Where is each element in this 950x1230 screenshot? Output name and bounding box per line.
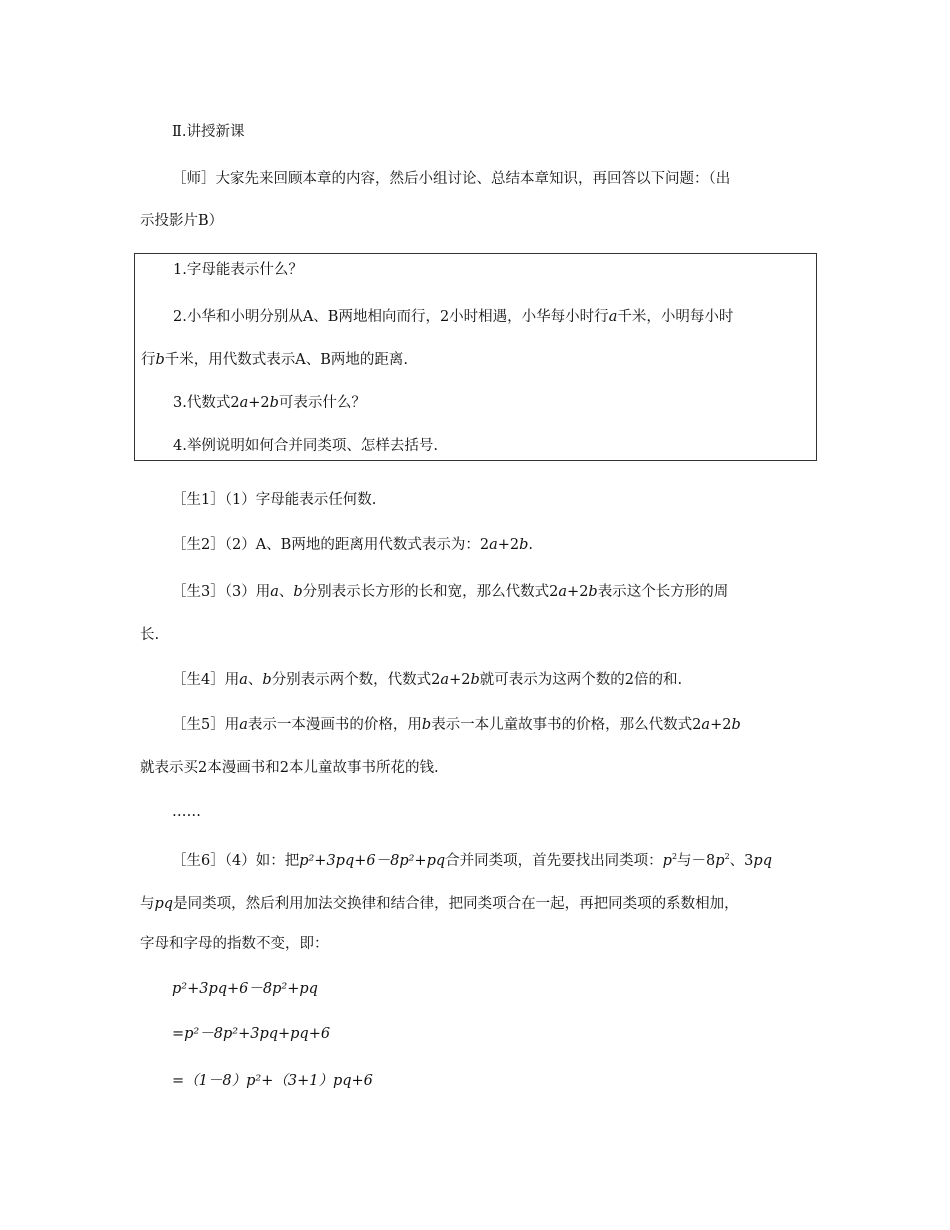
math-step-2: =p²－8p²+3pq+pq+6: [172, 1026, 331, 1042]
section-title: Ⅱ.讲授新课: [172, 124, 245, 140]
student-5-answer-line-1: ［生5］用a表示一本漫画书的价格，用b表示一本儿童故事书的价格，那么代数式2a+2b: [172, 717, 741, 733]
question-2-line-2: 行b千米，用代数式表示A、B两地的距离.: [141, 352, 409, 368]
math-step-3: =（1－8）p²+（3+1）pq+6: [172, 1073, 373, 1089]
projection-slide-box: [134, 253, 817, 461]
student-3-answer-line-2: 长.: [140, 627, 160, 643]
question-4: 4.举例说明如何合并同类项、怎样去括号.: [173, 438, 438, 454]
question-3: 3.代数式2a+2b可表示什么？: [173, 395, 366, 411]
student-4-answer: ［生4］用a、b分别表示两个数，代数式2a+2b就可表示为这两个数的2倍的和.: [172, 672, 683, 688]
student-6-answer-line-3: 字母和字母的指数不变，即：: [140, 936, 329, 952]
math-step-1: p²+3pq+6－8p²+pq: [172, 981, 318, 997]
student-1-answer: ［生1］（1）字母能表示任何数.: [172, 492, 377, 508]
student-6-answer-line-1: ［生6］（4）如：把p²+3pq+6－8p²+pq合并同类项，首先要找出同类项：$p^2$与$-8p^2$、3pq: [172, 852, 772, 869]
teacher-prompt-line-2: 示投影片B）: [140, 213, 224, 229]
student-6-answer-line-2: 与pq是同类项，然后利用加法交换律和结合律，把同类项合在一起，再把同类项的系数相加，: [140, 896, 739, 912]
question-1: 1.字母能表示什么？: [173, 262, 303, 278]
student-3-answer-line-1: ［生3］（3）用a、b分别表示长方形的长和宽，那么代数式2a+2b表示这个长方形的周: [172, 584, 729, 600]
student-2-answer: ［生2］（2）A、B两地的距离用代数式表示为：2a+2b.: [172, 537, 533, 553]
student-5-answer-line-2: 就表示买2本漫画书和2本儿童故事书所花的钱.: [140, 760, 439, 776]
ellipsis: ……: [172, 804, 201, 820]
question-2-line-1: 2.小华和小明分别从A、B两地相向而行，2小时相遇，小华每小时行a千米，小明每小时: [173, 309, 734, 325]
teacher-prompt-line-1: ［师］大家先来回顾本章的内容，然后小组讨论、总结本章知识，再回答以下问题：（出: [172, 171, 731, 187]
